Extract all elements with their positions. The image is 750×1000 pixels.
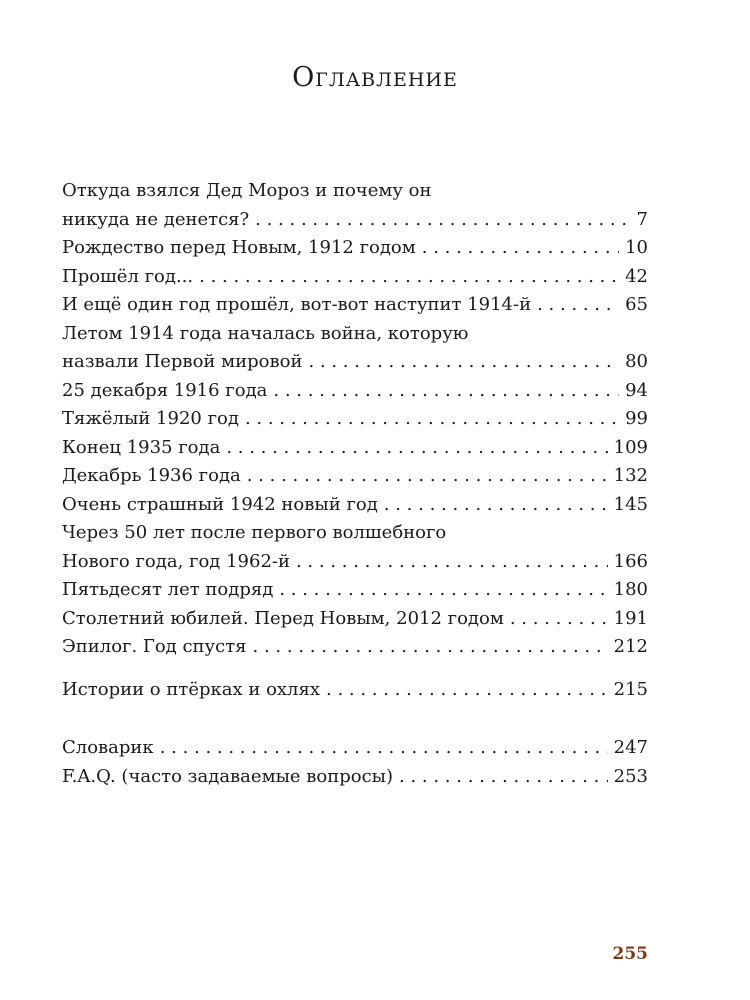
dot-leader xyxy=(308,348,619,377)
toc-entry xyxy=(62,177,648,234)
toc-entry xyxy=(62,377,648,406)
toc-entry-page: 191 xyxy=(613,607,648,629)
toc-entry-page: 132 xyxy=(613,465,648,486)
toc-entry-page: 99 xyxy=(625,408,648,429)
dot-leader xyxy=(273,377,619,406)
dot-leader xyxy=(326,676,608,705)
toc-entry-line-last xyxy=(62,434,648,463)
toc-entry-line-last xyxy=(62,348,648,377)
toc-entry-line-last xyxy=(62,206,648,235)
toc-entry-title: никуда не денется? xyxy=(62,208,250,230)
dot-leader xyxy=(255,206,630,235)
toc-entry xyxy=(62,291,648,320)
toc-entry xyxy=(62,576,648,605)
toc-entry-title: Откуда взялся Дед Мороз и почему он xyxy=(62,180,432,201)
toc-entry-line-last xyxy=(62,633,648,662)
toc-entry-page: 180 xyxy=(613,579,648,600)
toc-entry-page: 80 xyxy=(625,351,648,372)
toc-entry-title: Летом 1914 года началась война, которую xyxy=(62,322,469,344)
dot-leader xyxy=(253,633,608,662)
toc-entry-line-last xyxy=(62,291,648,320)
dot-leader xyxy=(247,462,608,491)
toc-entry-title: Через 50 лет после первого волшебного xyxy=(62,522,447,543)
toc-stories-list xyxy=(62,676,648,705)
toc-entry-line-last xyxy=(62,576,648,605)
toc-entry-line-last xyxy=(62,405,648,434)
toc-entry-line-last xyxy=(62,763,648,792)
dot-leader xyxy=(160,734,608,763)
toc-entry xyxy=(62,605,648,634)
toc-entry-title: Конец 1935 года xyxy=(62,436,221,458)
toc-entry-page: 65 xyxy=(625,294,648,315)
dot-leader xyxy=(199,263,619,292)
toc-entry-page: 247 xyxy=(613,737,648,758)
toc-entry-title: Нового года, год 1962-й xyxy=(62,550,290,572)
toc-entry-line xyxy=(62,519,648,548)
dot-leader xyxy=(510,605,608,634)
toc-entry-page: 212 xyxy=(613,636,648,657)
toc-entry-title: Прошёл год... xyxy=(62,265,194,287)
toc-entry-line xyxy=(62,320,648,349)
toc-entry xyxy=(62,633,648,662)
dot-leader xyxy=(245,405,619,434)
toc-entry-page: 7 xyxy=(636,208,648,230)
toc-entry-line-last xyxy=(62,234,648,263)
toc-entry-line-last xyxy=(62,676,648,705)
toc-appendix-list xyxy=(62,734,648,791)
dot-leader xyxy=(226,434,607,463)
toc-entry-title: Пятьдесят лет подряд xyxy=(62,579,274,600)
toc-entry xyxy=(62,763,648,792)
toc-entry xyxy=(62,676,648,705)
toc-entry-title: Очень страшный 1942 новый год xyxy=(62,493,378,515)
toc-entry-title: Столетний юбилей. Перед Новым, 2012 годом xyxy=(62,607,504,629)
toc-entry xyxy=(62,320,648,377)
toc-entry-line-last xyxy=(62,377,648,406)
toc-entry-page: 109 xyxy=(613,436,648,458)
toc-entry-title: Словарик xyxy=(62,737,154,758)
toc-entry-page: 94 xyxy=(625,379,648,401)
toc-entry-page: 42 xyxy=(625,265,648,287)
toc-entry-line-last xyxy=(62,263,648,292)
toc-entry-page: 10 xyxy=(625,237,648,258)
toc-entry-title: 25 декабря 1916 года xyxy=(62,379,268,401)
toc-entry-title: Тяжёлый 1920 год xyxy=(62,408,239,429)
toc-entry-title: Истории о птёрках и охлях xyxy=(62,679,321,700)
dot-leader xyxy=(384,491,608,520)
toc-entry xyxy=(62,491,648,520)
toc-entry-page: 166 xyxy=(613,550,648,572)
toc-entry xyxy=(62,462,648,491)
toc-entry xyxy=(62,519,648,576)
dot-leader xyxy=(279,576,607,605)
toc-entry xyxy=(62,434,648,463)
toc-entry-page: 253 xyxy=(613,765,648,787)
dot-leader xyxy=(399,763,608,792)
toc-entry xyxy=(62,263,648,292)
toc-entry-title: назвали Первой мировой xyxy=(62,351,303,372)
toc-entry-line-last xyxy=(62,548,648,577)
page-title: Оглавление xyxy=(292,62,458,93)
toc-entry xyxy=(62,234,648,263)
toc-entry-line-last xyxy=(62,491,648,520)
page-number: 255 xyxy=(612,944,648,964)
dot-leader xyxy=(296,548,608,577)
toc-entry-title: И ещё один год прошёл, вот-вот наступит 1914-й xyxy=(62,294,532,315)
toc-entry xyxy=(62,734,648,763)
toc-entry-title: Рождество перед Новым, 1912 годом xyxy=(62,237,416,258)
toc-entry-page: 215 xyxy=(613,679,648,700)
dot-leader xyxy=(422,234,619,263)
toc-entry-line-last xyxy=(62,462,648,491)
toc-entry-line-last xyxy=(62,734,648,763)
toc-entry-title: Эпилог. Год спустя xyxy=(62,636,247,657)
dot-leader xyxy=(537,291,619,320)
toc-entry-line-last xyxy=(62,605,648,634)
toc-entry-title: F.A.Q. (часто задаваемые вопросы) xyxy=(62,765,394,787)
toc-entry xyxy=(62,405,648,434)
toc-entry-page: 145 xyxy=(613,493,648,515)
toc-entry-line xyxy=(62,177,648,206)
toc-entry-title: Декабрь 1936 года xyxy=(62,465,241,486)
toc-main-list xyxy=(62,177,648,662)
